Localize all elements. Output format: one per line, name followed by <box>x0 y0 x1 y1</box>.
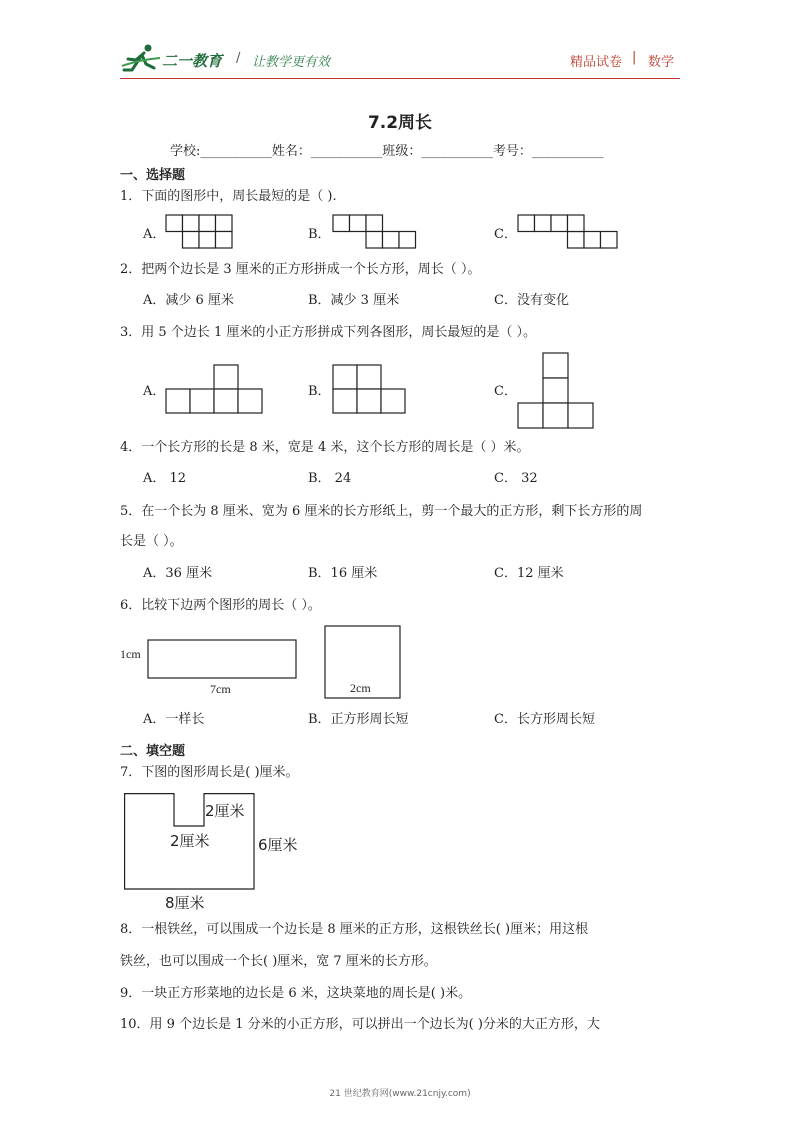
q7-width-label: 8厘米 <box>165 894 205 912</box>
question-9: 9．一块正方形菜地的边长是 6 米，这块菜地的周长是( )米。 <box>120 986 472 1001</box>
q2-option-b: B．减少 3 厘米 <box>308 293 400 308</box>
q3-option-a: A． <box>143 384 166 399</box>
q5-option-c: C．12 厘米 <box>494 566 564 581</box>
q6-option-a: A．一样长 <box>143 712 205 727</box>
q6-option-b: B．正方形周长短 <box>308 712 409 727</box>
q5-option-a: A．36 厘米 <box>143 566 213 581</box>
q5-option-b: B．16 厘米 <box>308 566 378 581</box>
q1-option-c: C． <box>494 227 517 242</box>
question-5-line-2: 长是（ ）。 <box>120 534 183 549</box>
question-3: 3．用 5 个边长 1 厘米的小正方形拼成下列各图形，周长最短的是（ ）。 <box>120 325 536 340</box>
header-separator: / <box>236 51 241 66</box>
q3-figure-a <box>166 365 266 415</box>
q3-option-c: C． <box>494 384 517 399</box>
q6-square-label: 2cm <box>350 681 371 695</box>
page-title: 7.2周长 <box>367 113 433 133</box>
q6-rectangle <box>148 640 298 680</box>
header-right-left: 精品试卷 <box>570 55 623 70</box>
header-right-right: 数学 <box>648 55 675 70</box>
runner-logo-icon <box>122 44 162 72</box>
q7-notch-bottom-label: 2厘米 <box>170 832 210 850</box>
q2-option-a: A．减少 6 厘米 <box>143 293 234 308</box>
slogan: 让教学更有效 <box>252 55 331 70</box>
logo-text: 二一教育 <box>162 52 223 70</box>
question-1: 1．下面的图形中，周长最短的是（ ). <box>120 189 337 204</box>
q1-figure-b <box>333 215 423 251</box>
q1-figure-c <box>518 215 628 251</box>
q6-option-c: C．长方形周长短 <box>494 712 595 727</box>
q3-option-b: B． <box>308 384 331 399</box>
info-line: 学校:___________姓名：___________班级：___________考号：___________ <box>170 144 604 159</box>
q1-option-b: B． <box>308 227 331 242</box>
section-choice-title: 一、选择题 <box>120 168 186 183</box>
question-4: 4．一个长方形的长是 8 米，宽是 4 米，这个长方形的周长是（ ）米。 <box>120 440 530 455</box>
q4-option-a: A． 12 <box>143 471 187 486</box>
header-right-sep: | <box>632 50 637 65</box>
header-rule <box>120 78 680 79</box>
q1-option-a: A． <box>143 227 166 242</box>
q3-figure-c <box>518 353 598 429</box>
q3-figure-b <box>333 365 413 415</box>
question-2: 2．把两个边长是 3 厘米的正方形拼成一个长方形，周长（ ）。 <box>120 262 481 277</box>
question-7: 7．下图的图形周长是( )厘米。 <box>120 765 299 780</box>
q1-figure-a <box>166 215 236 251</box>
q4-option-b: B． 24 <box>308 471 352 486</box>
q2-option-c: C．没有变化 <box>494 293 569 308</box>
q7-height-label: 6厘米 <box>258 836 298 854</box>
q4-option-c: C． 32 <box>494 471 538 486</box>
question-5-line-1: 5．在一个长为 8 厘米、宽为 6 厘米的长方形纸上，剪一个最大的正方形，剩下长方形的周 <box>120 504 643 519</box>
question-10: 10．用 9 个边长是 1 分米的小正方形，可以拼出一个边长为( )分米的大正方形，大 <box>120 1017 600 1032</box>
question-6: 6．比较下边两个图形的周长（ ）。 <box>120 598 321 613</box>
footer: 21 世纪教育网(www.21cnjy.com) <box>329 1089 471 1099</box>
q6-rect-height-label: 1cm <box>120 647 141 661</box>
q6-rect-width-label: 7cm <box>210 682 231 696</box>
q7-notch-side-label: 2厘米 <box>205 802 245 820</box>
question-8-line-2: 铁丝，也可以围成一个长( )厘米，宽 7 厘米的长方形。 <box>120 954 437 969</box>
question-8-line-1: 8．一根铁丝，可以围成一个边长是 8 厘米的正方形，这根铁丝长( )厘米；用这根 <box>120 922 589 937</box>
section-fill-title: 二、填空题 <box>120 744 186 759</box>
header <box>0 0 800 80</box>
